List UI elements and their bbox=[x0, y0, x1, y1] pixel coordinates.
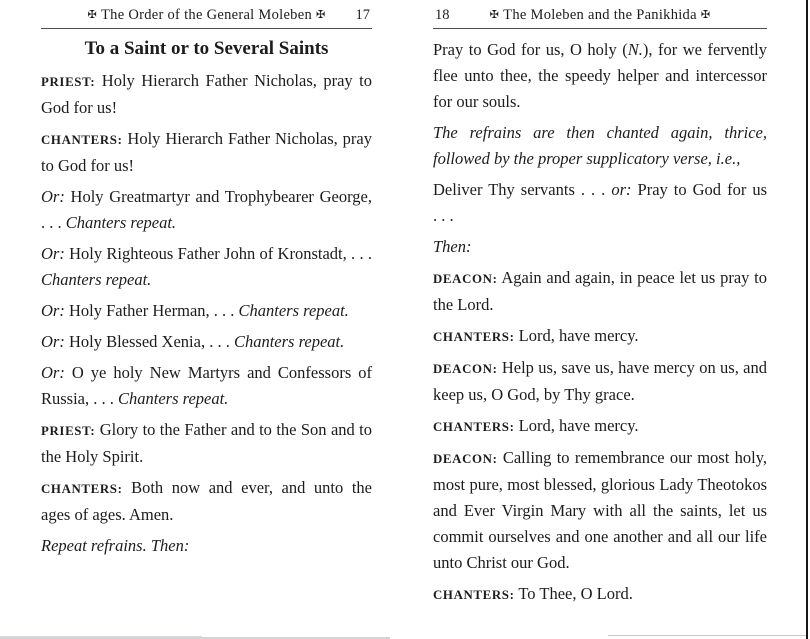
text-run: Chanters repeat. bbox=[238, 301, 349, 320]
paragraph bbox=[433, 177, 767, 229]
running-head-text: The Order of the General Moleben bbox=[101, 7, 312, 23]
text-run: Or: bbox=[41, 363, 65, 382]
text-run: Holy Hierarch Father Nicholas, pray to God for us! bbox=[41, 129, 372, 175]
cross-ornament: ✠ bbox=[700, 9, 711, 21]
header-rule bbox=[41, 28, 372, 29]
speaker-label: CHANTERS: bbox=[433, 420, 515, 434]
left-page-header bbox=[41, 6, 372, 29]
text-run: Repeat refrains. Then: bbox=[41, 536, 190, 555]
running-head-title bbox=[83, 6, 329, 26]
paragraph bbox=[41, 329, 372, 355]
left-page-body bbox=[41, 68, 372, 559]
text-run: Holy Righteous Father John of Kronstadt, . . . bbox=[64, 244, 372, 263]
page-number: 17 bbox=[355, 7, 370, 23]
text-run: Chanters repeat. bbox=[41, 270, 152, 289]
text-run: Pray to God for us, O holy ( bbox=[433, 40, 628, 59]
paragraph bbox=[41, 241, 372, 293]
text-run: Or: bbox=[41, 332, 65, 351]
cross-ornament: ✠ bbox=[315, 9, 326, 21]
text-run: Glory to the Father and to the Son and to the Holy Spirit. bbox=[41, 420, 372, 466]
page-number: 18 bbox=[435, 7, 450, 23]
speaker-label: PRIEST: bbox=[41, 424, 96, 438]
paragraph bbox=[41, 298, 372, 324]
paragraph bbox=[433, 413, 767, 440]
paragraph bbox=[433, 37, 767, 115]
text-run: Holy Greatmartyr and Trophybearer George, . . . bbox=[41, 187, 372, 232]
speaker-label: CHANTERS: bbox=[433, 588, 515, 602]
speaker-label: CHANTERS: bbox=[41, 133, 123, 147]
text-run: The refrains are then chanted again, thrice, followed by the proper supplicatory verse, i.e., bbox=[433, 123, 767, 168]
running-head-text: The Moleben and the Panikhida bbox=[503, 7, 697, 23]
speaker-label: CHANTERS: bbox=[41, 482, 123, 496]
text-run: Calling to remembrance our most holy, most pure, most blessed, glorious Lady Theotokos and Ever Virgin Mary with all the saints, let us commit ourselves and one another and all our life unto Christ our God. bbox=[433, 448, 767, 572]
text-run: Chanters repeat. bbox=[65, 213, 177, 232]
right-page-header bbox=[433, 6, 767, 29]
text-run: ), for we fervently flee unto thee, the speedy helper and intercessor for our souls. bbox=[433, 40, 768, 111]
paragraph bbox=[433, 323, 767, 350]
cross-ornament: ✠ bbox=[489, 9, 500, 21]
speaker-label: PRIEST: bbox=[41, 75, 96, 89]
text-run: Pray to God for us . . . bbox=[433, 180, 768, 225]
speaker-label: DEACON: bbox=[433, 272, 498, 286]
paragraph bbox=[433, 234, 767, 260]
text-run: Holy Hierarch Father Nicholas, pray to God for us! bbox=[41, 71, 372, 117]
text-run: Help us, save us, have mercy on us, and keep us, O God, by Thy grace. bbox=[433, 358, 767, 404]
speaker-label: DEACON: bbox=[433, 452, 498, 466]
text-run: or: bbox=[611, 180, 632, 199]
running-head-title bbox=[486, 6, 715, 26]
left-running-head-line bbox=[41, 6, 372, 25]
paragraph bbox=[433, 120, 767, 172]
paragraph bbox=[41, 533, 372, 559]
left-page bbox=[41, 6, 372, 564]
scan-bottom-edge bbox=[608, 635, 806, 636]
speaker-label: DEACON: bbox=[433, 362, 498, 376]
cross-ornament: ✠ bbox=[87, 9, 98, 21]
paragraph bbox=[41, 475, 372, 528]
text-run: Holy Father Herman, . . . bbox=[64, 301, 239, 320]
text-run: Or: bbox=[41, 187, 65, 206]
text-run: Or: bbox=[41, 301, 65, 320]
text-run: Again and again, in peace let us pray to the Lord. bbox=[433, 268, 767, 314]
speaker-label: CHANTERS: bbox=[433, 330, 515, 344]
paragraph bbox=[41, 360, 372, 412]
section-heading: To a Saint or to Several Saints bbox=[84, 38, 329, 59]
paragraph bbox=[41, 68, 372, 121]
text-run: Then: bbox=[433, 237, 472, 256]
text-run: Lord, have mercy. bbox=[514, 326, 639, 345]
text-run: Deliver Thy servants . . . bbox=[433, 180, 612, 199]
paragraph bbox=[41, 126, 372, 179]
right-page bbox=[433, 6, 767, 613]
text-run: Lord, have mercy. bbox=[514, 416, 639, 435]
text-run: N. bbox=[627, 40, 643, 59]
paragraph bbox=[41, 417, 372, 470]
text-run: Both now and ever, and unto the ages of ages. Amen. bbox=[41, 478, 372, 524]
paragraph bbox=[433, 265, 767, 318]
paragraph bbox=[41, 184, 372, 236]
text-run: O ye holy New Martyrs and Confessors of Russia, . . . bbox=[41, 363, 372, 408]
scan-page-edge bbox=[806, 0, 808, 639]
text-run: Chanters repeat. bbox=[233, 332, 345, 351]
text-run: Holy Blessed Xenia, . . . bbox=[64, 332, 234, 351]
right-running-head-line bbox=[433, 6, 767, 25]
text-run: Chanters repeat. bbox=[118, 389, 229, 408]
text-run: To Thee, O Lord. bbox=[514, 584, 633, 603]
paragraph bbox=[433, 445, 767, 576]
paragraph bbox=[433, 581, 767, 608]
paragraph bbox=[433, 355, 767, 408]
right-page-body bbox=[433, 29, 767, 608]
text-run: Or: bbox=[41, 244, 65, 263]
